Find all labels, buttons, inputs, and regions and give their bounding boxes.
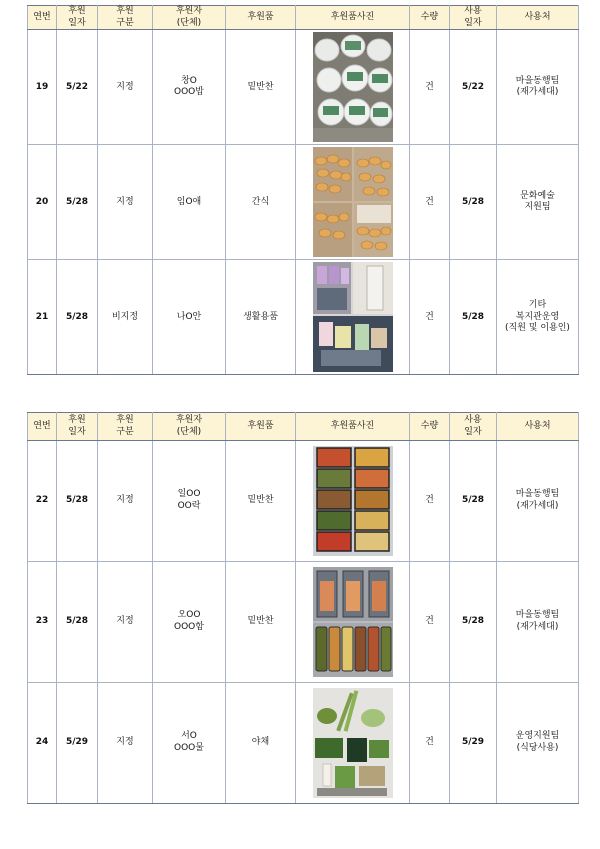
cell-type: 지정 bbox=[98, 30, 153, 145]
cell-use-place: 문화예술 지원팀 bbox=[497, 145, 579, 260]
table-row bbox=[28, 562, 579, 683]
header-donor: 후원자 (단체) bbox=[153, 413, 226, 441]
cell-photo bbox=[296, 441, 410, 562]
header-use-date: 사용 일자 bbox=[450, 413, 497, 441]
cell-donor: 나O안 bbox=[153, 260, 226, 375]
cell-date: 5/28 bbox=[57, 145, 98, 260]
cell-type: 지정 bbox=[98, 683, 153, 804]
cell-donor: 오OO OOO함 bbox=[153, 562, 226, 683]
cell-no: 23 bbox=[28, 562, 57, 683]
header-date: 후원 일자 bbox=[57, 6, 98, 30]
cell-photo bbox=[296, 145, 410, 260]
cell-use-place: 마을동행팀 (재가세대) bbox=[497, 30, 579, 145]
cell-use-date: 5/29 bbox=[450, 683, 497, 804]
table-header-row bbox=[28, 413, 579, 441]
cell-item: 간식 bbox=[226, 145, 296, 260]
cell-type: 지정 bbox=[98, 441, 153, 562]
header-item: 후원품 bbox=[226, 6, 296, 30]
cell-photo bbox=[296, 562, 410, 683]
cell-donor: 창O OOO밥 bbox=[153, 30, 226, 145]
cell-no: 21 bbox=[28, 260, 57, 375]
cell-use-date: 5/28 bbox=[450, 562, 497, 683]
header-item: 후원품 bbox=[226, 413, 296, 441]
cell-use-place: 기타 복지관운영 (직원 및 이용인) bbox=[497, 260, 579, 375]
cell-no: 22 bbox=[28, 441, 57, 562]
cell-date: 5/22 bbox=[57, 30, 98, 145]
header-use-place: 사용처 bbox=[497, 413, 579, 441]
cell-donor: 일OO OO락 bbox=[153, 441, 226, 562]
cell-qty: 건 bbox=[410, 683, 450, 804]
cell-date: 5/28 bbox=[57, 441, 98, 562]
cell-qty: 건 bbox=[410, 562, 450, 683]
header-use-date: 사용 일자 bbox=[450, 6, 497, 30]
table-header-row bbox=[28, 6, 579, 30]
cell-type: 지정 bbox=[98, 145, 153, 260]
header-date: 후원 일자 bbox=[57, 413, 98, 441]
photo-household-goods bbox=[313, 262, 393, 372]
cell-item: 밑반찬 bbox=[226, 441, 296, 562]
header-qty: 수량 bbox=[410, 413, 450, 441]
photo-vegetables bbox=[313, 688, 393, 798]
cell-qty: 건 bbox=[410, 260, 450, 375]
cell-qty: 건 bbox=[410, 145, 450, 260]
cell-use-place: 마을동행팀 (재가세대) bbox=[497, 441, 579, 562]
cell-type: 비지정 bbox=[98, 260, 153, 375]
cell-use-place: 마을동행팀 (재가세대) bbox=[497, 562, 579, 683]
cell-no: 24 bbox=[28, 683, 57, 804]
photo-side-dish-trays bbox=[313, 446, 393, 556]
cell-photo bbox=[296, 260, 410, 375]
header-photo: 후원품사진 bbox=[296, 413, 410, 441]
cell-date: 5/28 bbox=[57, 260, 98, 375]
cell-use-date: 5/28 bbox=[450, 145, 497, 260]
cell-item: 야채 bbox=[226, 683, 296, 804]
cell-item: 밑반찬 bbox=[226, 30, 296, 145]
photo-packed-meal-kits bbox=[313, 567, 393, 677]
cell-no: 20 bbox=[28, 145, 57, 260]
table-row bbox=[28, 145, 579, 260]
cell-use-date: 5/22 bbox=[450, 30, 497, 145]
header-photo: 후원품사진 bbox=[296, 6, 410, 30]
table-row bbox=[28, 441, 579, 562]
header-qty: 수량 bbox=[410, 6, 450, 30]
cell-donor: 임O애 bbox=[153, 145, 226, 260]
cell-use-place: 운영지원팀 (식당사용) bbox=[497, 683, 579, 804]
header-use-place: 사용처 bbox=[497, 6, 579, 30]
header-no: 연번 bbox=[28, 413, 57, 441]
cell-date: 5/29 bbox=[57, 683, 98, 804]
cell-qty: 건 bbox=[410, 441, 450, 562]
donation-table-2 bbox=[27, 412, 579, 804]
cell-photo bbox=[296, 30, 410, 145]
table-row bbox=[28, 260, 579, 375]
photo-side-dishes-containers bbox=[313, 32, 393, 142]
cell-type: 지정 bbox=[98, 562, 153, 683]
cell-item: 밑반찬 bbox=[226, 562, 296, 683]
header-type: 후원 구분 bbox=[98, 413, 153, 441]
table-row bbox=[28, 683, 579, 804]
table-row bbox=[28, 30, 579, 145]
cell-use-date: 5/28 bbox=[450, 260, 497, 375]
header-type: 후원 구분 bbox=[98, 6, 153, 30]
photo-snack-bread-boxes bbox=[313, 147, 393, 257]
cell-no: 19 bbox=[28, 30, 57, 145]
cell-item: 생활용품 bbox=[226, 260, 296, 375]
header-donor: 후원자 (단체) bbox=[153, 6, 226, 30]
cell-photo bbox=[296, 683, 410, 804]
header-no: 연번 bbox=[28, 6, 57, 30]
cell-date: 5/28 bbox=[57, 562, 98, 683]
cell-donor: 서O OOO물 bbox=[153, 683, 226, 804]
cell-qty: 건 bbox=[410, 30, 450, 145]
donation-table-1 bbox=[27, 5, 579, 375]
cell-use-date: 5/28 bbox=[450, 441, 497, 562]
